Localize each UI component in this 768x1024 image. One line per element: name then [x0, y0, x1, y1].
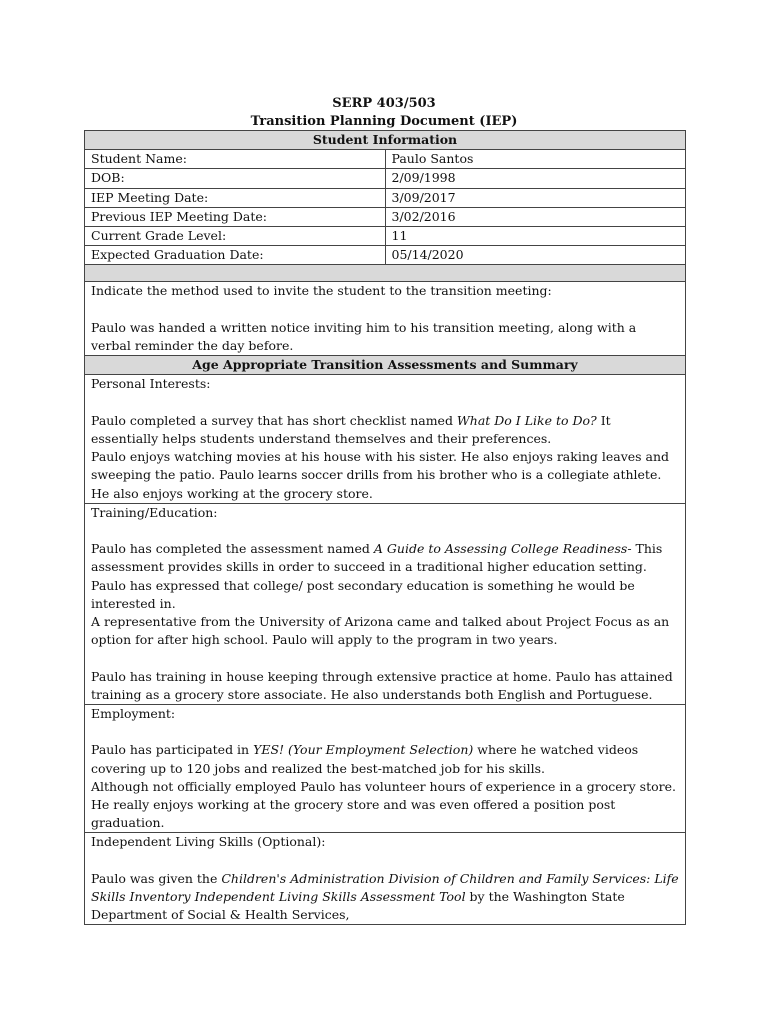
document-title: Transition Planning Document (IEP)	[250, 114, 518, 129]
training-education-cell	[85, 503, 686, 704]
info-row-grade-level	[85, 227, 686, 246]
employment-paragraph-1: Paulo has participated in YES! (Your Employment Selection) where he watched videos covering up to 120 jobs and realized the best-matched job for his skills.	[91, 742, 639, 776]
invite-method-cell	[85, 282, 686, 356]
info-value: 05/14/2020	[385, 246, 686, 265]
info-label: Expected Graduation Date:	[85, 246, 386, 265]
assessments-heading: Age Appropriate Transition Assessments and Summary	[85, 356, 686, 375]
training-paragraph-1: Paulo has completed the assessment named A Guide to Assessing College Readiness- This assessment provides skills in order to succeed in a traditional higher education setting.	[91, 541, 663, 575]
info-row-previous-iep-date	[85, 207, 686, 226]
info-row-dob	[85, 169, 686, 188]
info-label: Current Grade Level:	[85, 227, 386, 246]
student-info-heading: Student Information	[85, 131, 686, 150]
info-label: DOB:	[85, 169, 386, 188]
info-row-iep-meeting-date	[85, 188, 686, 207]
personal-paragraph-2: Paulo enjoys watching movies at his house with his sister. He also enjoys raking leaves and sweeping the patio. Paulo learns soccer drills from his brother who is a collegiate athlete. He also enjoys working at the grocery store.	[91, 449, 670, 501]
personal-interests-cell	[85, 375, 686, 503]
info-label: Student Name:	[85, 150, 386, 169]
info-value: 11	[385, 227, 686, 246]
transition-plan-table	[84, 130, 686, 925]
section-label: Employment:	[91, 706, 176, 722]
info-label: Previous IEP Meeting Date:	[85, 207, 386, 226]
section-label: Training/Education:	[91, 504, 218, 520]
separator-row	[85, 265, 686, 282]
personal-paragraph-1: Paulo completed a survey that has short checklist named What Do I Like to Do? It essentially helps students understand themselves and their preferences.	[91, 412, 611, 447]
living-paragraph-1: Paulo was given the Children's Administration Division of Children and Family Services: Life Skills Inventory Independent Living Skills Assessment Tool by the Washington State Department of Social & Health Services,	[91, 870, 679, 923]
training-paragraph-2: Paulo has expressed that college/ post secondary education is something he would be interested in.	[91, 577, 635, 611]
section-label: Personal Interests:	[91, 376, 211, 392]
info-value: Paulo Santos	[385, 150, 686, 169]
info-value: 3/09/2017	[385, 188, 686, 207]
course-code: SERP 403/503	[332, 96, 436, 111]
invite-prompt: Indicate the method used to invite the student to the transition meeting:	[91, 283, 552, 299]
section-label: Independent Living Skills (Optional):	[91, 834, 326, 850]
independent-living-cell	[85, 833, 686, 925]
info-row-student-name	[85, 150, 686, 169]
training-paragraph-4: Paulo has training in house keeping through extensive practice at home. Paulo has attained training as a grocery store associate. He also understands both English and Portuguese.	[91, 668, 673, 702]
invite-answer: Paulo was handed a written notice inviting him to his transition meeting, along with a verbal reminder the day before.	[91, 319, 637, 354]
employment-cell	[85, 705, 686, 833]
employment-paragraph-2: Although not officially employed Paulo has volunteer hours of experience in a grocery store. He really enjoys working at the grocery store and was even offered a position post graduation.	[91, 778, 676, 831]
training-paragraph-3: A representative from the University of Arizona came and talked about Project Focus as an option for after high school. Paulo will apply to the program in two years.	[91, 614, 670, 648]
document-title-block	[0, 95, 768, 131]
info-value: 2/09/1998	[385, 169, 686, 188]
info-value: 3/02/2016	[385, 207, 686, 226]
info-label: IEP Meeting Date:	[85, 188, 386, 207]
info-row-graduation-date	[85, 246, 686, 265]
